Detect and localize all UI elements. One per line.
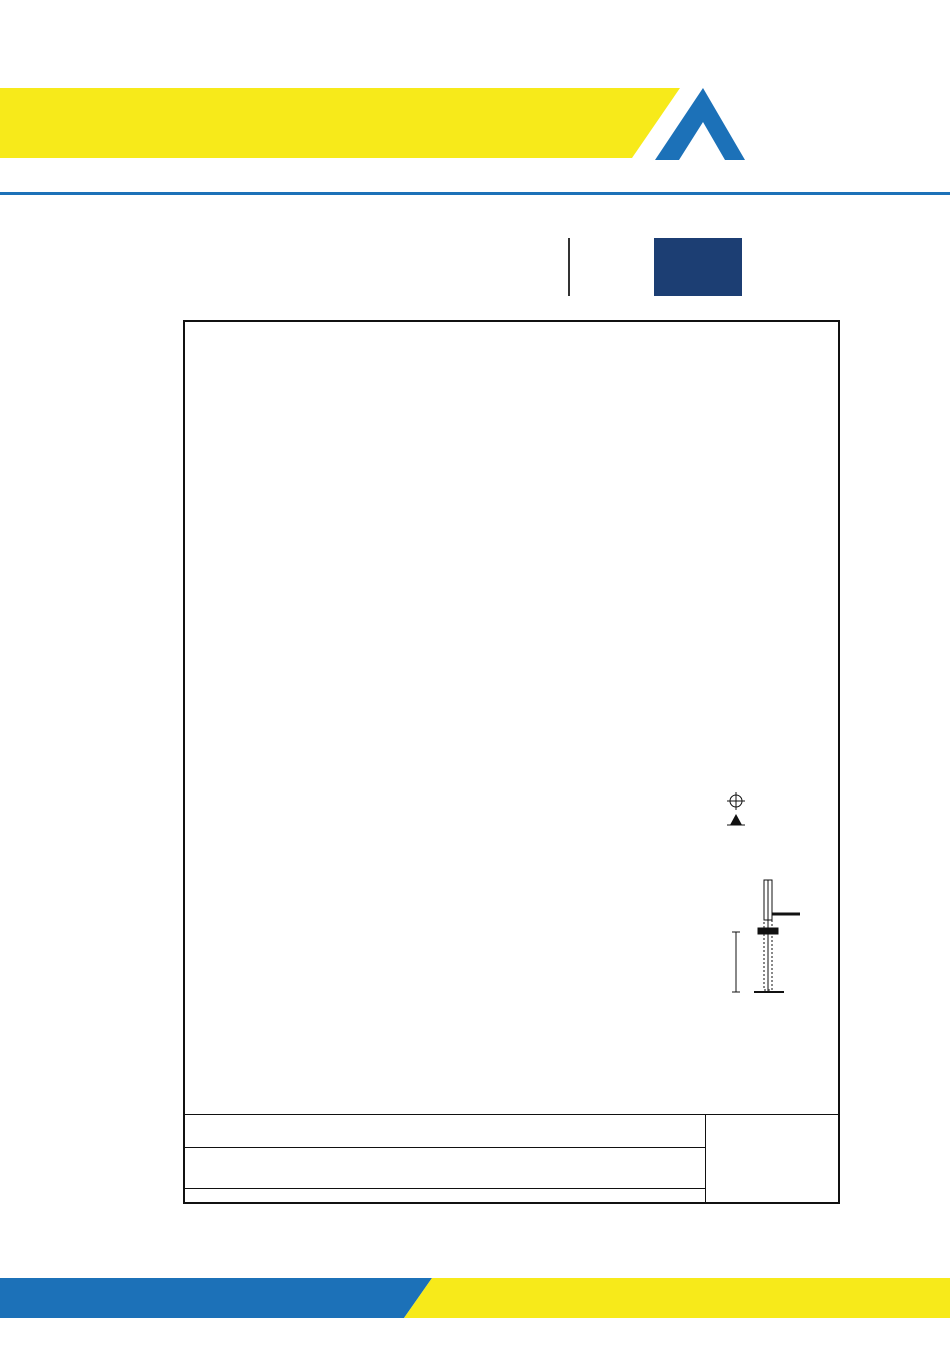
- dibt-logo: [568, 238, 742, 296]
- footer-band: [0, 1278, 950, 1318]
- titleblock-top-line: [183, 1114, 840, 1115]
- titleblock-row-line: [183, 1188, 705, 1189]
- scaffold-elevation-drawing: [185, 415, 840, 785]
- titleblock-row-line: [183, 1147, 705, 1148]
- dibt-rule: [568, 238, 570, 296]
- titleblock-divider: [705, 1114, 706, 1204]
- key-dreieckshalter-symbol: [727, 812, 745, 828]
- spindle-detail-drawing: [728, 876, 808, 996]
- header-yellow-band: [0, 88, 950, 158]
- header-rule: [0, 192, 950, 195]
- key-gerusthalter-symbol: [727, 792, 745, 810]
- dibt-mark: [654, 238, 742, 296]
- alfix-logo-mark: [655, 88, 745, 160]
